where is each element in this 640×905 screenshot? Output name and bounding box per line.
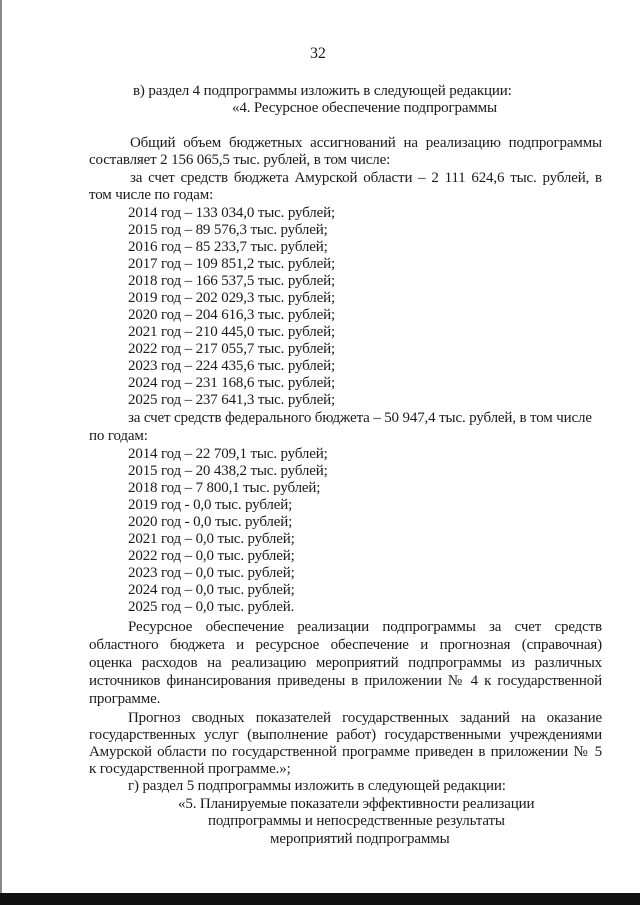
federal-year-2019: 2019 год - 0,0 тыс. рублей; xyxy=(128,497,293,513)
scan-edge-bottom xyxy=(0,893,640,905)
federal-year-2020: 2020 год - 0,0 тыс. рублей; xyxy=(128,514,293,530)
regional-intro-line-2: том числе по годам: xyxy=(89,187,214,203)
federal-intro-line-1: за счет средств федерального бюджета – 50 947,4 тыс. рублей, в том числе xyxy=(128,410,592,426)
regional-year-2018: 2018 год – 166 537,5 тыс. рублей; xyxy=(128,273,336,289)
regional-year-2017: 2017 год – 109 851,2 тыс. рублей; xyxy=(128,256,336,272)
page-number: 32 xyxy=(310,45,326,62)
federal-year-2023: 2023 год – 0,0 тыс. рублей; xyxy=(128,565,295,581)
forecast-paragraph-line-3: Амурской области по государственной программе приведен в приложении № 5 xyxy=(89,744,602,760)
paragraph1-line-1: Общий объем бюджетных ассигнований на реализацию подпрограммы xyxy=(130,135,602,151)
paragraph1-line-2: составляет 2 156 065,5 тыс. рублей, в том числе: xyxy=(89,152,391,168)
regional-year-2025: 2025 год – 237 641,3 тыс. рублей; xyxy=(128,392,336,408)
federal-year-2024: 2024 год – 0,0 тыс. рублей; xyxy=(128,582,295,598)
forecast-paragraph-line-4: к государственной программе.»; xyxy=(89,761,291,777)
regional-year-2019: 2019 год – 202 029,3 тыс. рублей; xyxy=(128,290,336,306)
resource-paragraph-line-3: оценка расходов на реализацию мероприятий подпрограммы из различных xyxy=(89,655,602,671)
section5-title-line-3: мероприятий подпрограммы xyxy=(270,831,450,847)
regional-year-2020: 2020 год – 204 616,3 тыс. рублей; xyxy=(128,307,336,323)
section5-intro: г) раздел 5 подпрограммы изложить в следующей редакции: xyxy=(128,778,506,794)
scan-edge-left xyxy=(0,0,2,905)
federal-year-2018: 2018 год – 7 800,1 тыс. рублей; xyxy=(128,480,321,496)
section4-title: «4. Ресурсное обеспечение подпрограммы xyxy=(232,100,497,116)
regional-year-2014: 2014 год – 133 034,0 тыс. рублей; xyxy=(128,205,336,221)
federal-year-2014: 2014 год – 22 709,1 тыс. рублей; xyxy=(128,446,328,462)
regional-year-2015: 2015 год – 89 576,3 тыс. рублей; xyxy=(128,222,328,238)
forecast-paragraph-line-1: Прогноз сводных показателей государственных заданий на оказание xyxy=(128,710,602,726)
section5-title-line-1: «5. Планируемые показатели эффективности реализации xyxy=(178,796,535,812)
federal-year-2015: 2015 год – 20 438,2 тыс. рублей; xyxy=(128,463,328,479)
resource-paragraph-line-4: источников финансирования приведены в приложении № 4 к государственной xyxy=(89,673,602,689)
regional-year-2024: 2024 год – 231 168,6 тыс. рублей; xyxy=(128,375,336,391)
regional-year-2023: 2023 год – 224 435,6 тыс. рублей; xyxy=(128,358,336,374)
federal-intro-line-2: по годам: xyxy=(89,428,148,444)
regional-year-2016: 2016 год – 85 233,7 тыс. рублей; xyxy=(128,239,328,255)
resource-paragraph-line-1: Ресурсное обеспечение реализации подпрограммы за счет средств xyxy=(128,619,602,635)
federal-year-2021: 2021 год – 0,0 тыс. рублей; xyxy=(128,531,295,547)
section5-title-line-2: подпрограммы и непосредственные результаты xyxy=(208,813,505,829)
federal-year-2022: 2022 год – 0,0 тыс. рублей; xyxy=(128,548,295,564)
federal-year-2025: 2025 год – 0,0 тыс. рублей. xyxy=(128,599,295,615)
forecast-paragraph-line-2: государственных услуг (выполнение работ) государственными учреждениями xyxy=(89,727,602,743)
resource-paragraph-line-2: областного бюджета и ресурсное обеспечение и прогнозная (справочная) xyxy=(89,637,602,653)
regional-year-2022: 2022 год – 217 055,7 тыс. рублей; xyxy=(128,341,336,357)
regional-year-2021: 2021 год – 210 445,0 тыс. рублей; xyxy=(128,324,336,340)
resource-paragraph-line-5: программе. xyxy=(89,691,161,707)
regional-intro-line-1: за счет средств бюджета Амурской области – 2 111 624,6 тыс. рублей, в xyxy=(130,170,602,186)
intro-line: в) раздел 4 подпрограммы изложить в следующей редакции: xyxy=(133,83,512,99)
